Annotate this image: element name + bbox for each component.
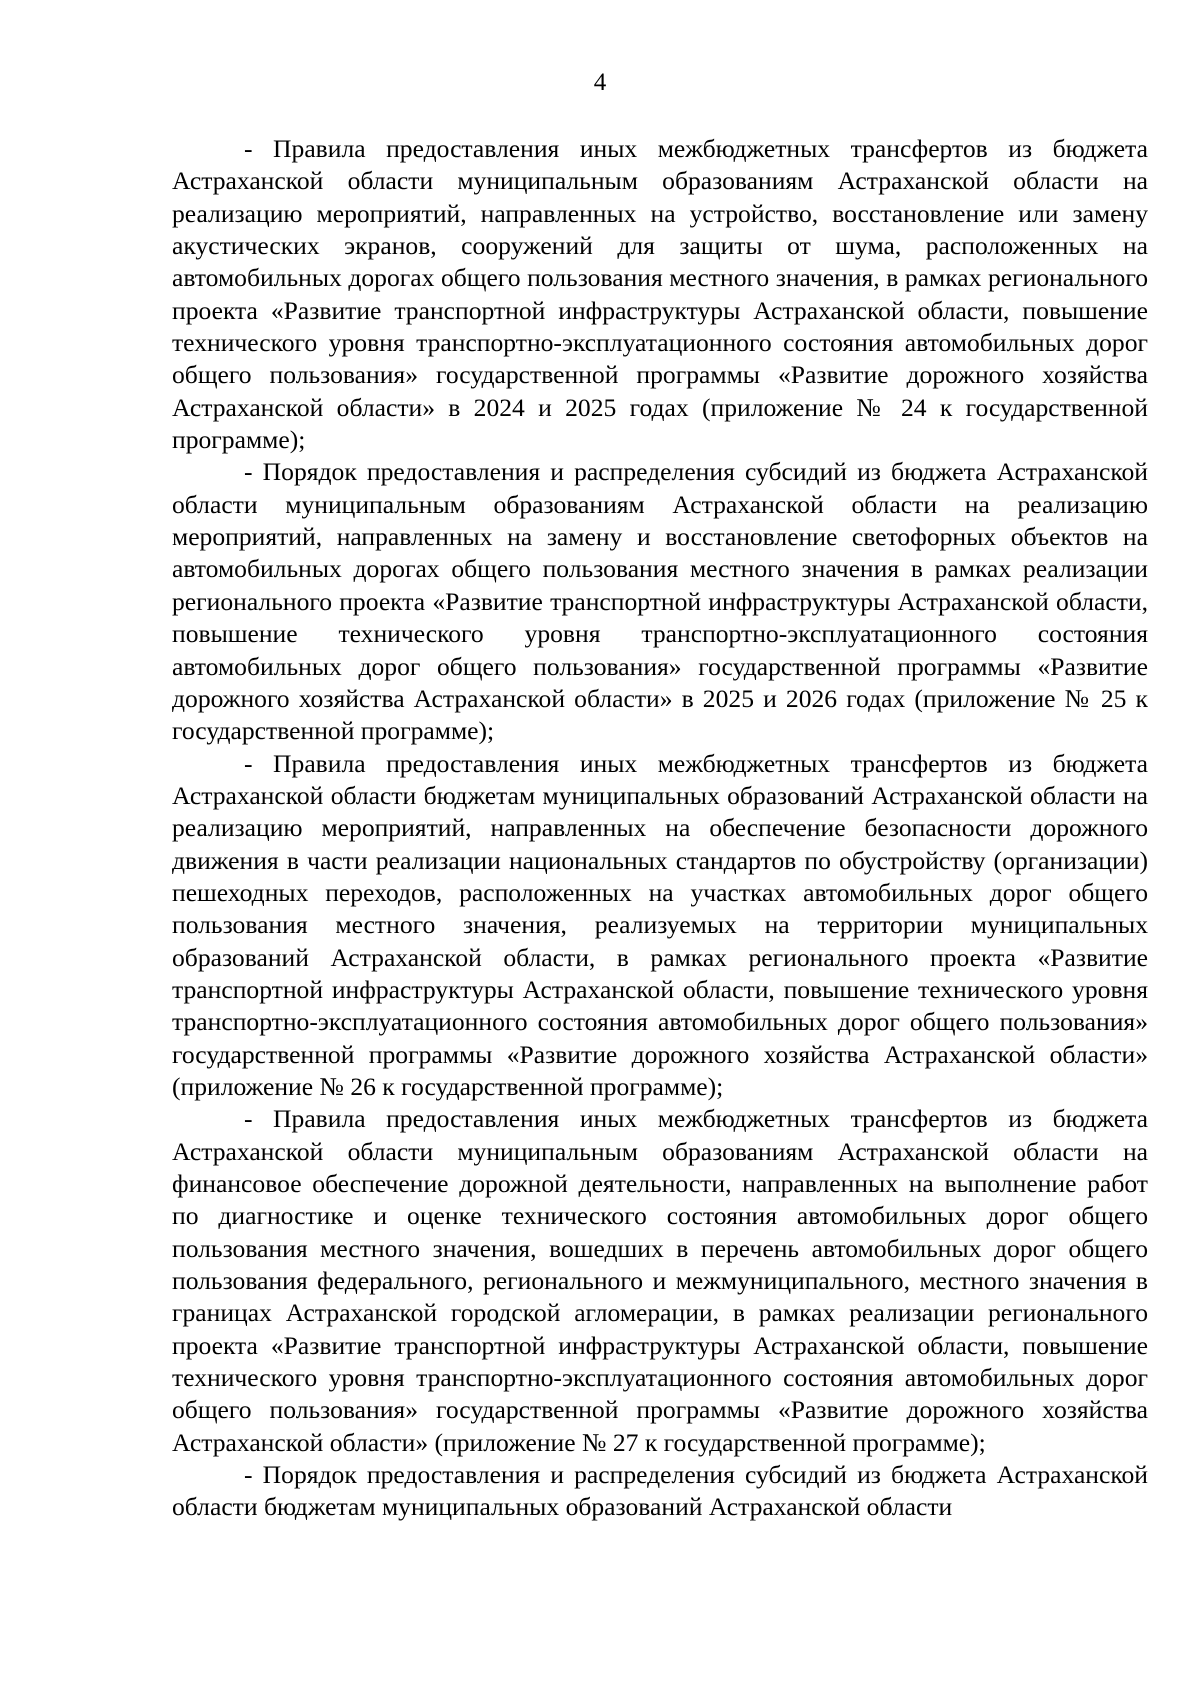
paragraph-appendix-26: - Правила предоставления иных межбюджетных трансфертов из бюджета Астраханской области бюджетам муниципальных образований Астраханской области на реализацию мероприятий, направленных на обеспечение безопасности дорожного движения в части реализации национальных стандартов по обустройству (организации) пешеходных переходов, расположенных на участках автомобильных дорог общего пользования местного значения, реализуемых на территории муниципальных образований Астраханской области, в рамках регионального проекта «Развитие транспортной инфраструктуры Астраханской области, повышение технического уровня транспортно-эксплуатационного состояния автомобильных дорог общего пользования» государственной программы «Развитие дорожного хозяйства Астраханской области» (приложение № 26 к государственной программе); xyxy=(172,748,1148,1101)
page-number: 4 xyxy=(593,69,607,96)
paragraph-appendix-25: - Порядок предоставления и распределения субсидий из бюджета Астраханской области муниципальным образованиям Астраханской области на реализацию мероприятий, направленных на замену и восстановление светофорных объектов на автомобильных дорогах общего пользования местного значения в рамках реализации регионального проекта «Развитие транспортной инфраструктуры Астраханской области, повышение технического уровня транспортно-эксплуатационного состояния автомобильных дорог общего пользования» государственной программы «Развитие дорожного хозяйства Астраханской области» в 2025 и 2026 годах (приложение № 25 к государственной программе); xyxy=(172,457,1148,746)
paragraph-subsidies-continued: - Порядок предоставления и распределения субсидий из бюджета Астраханской области бюджетам муниципальных образований Астраханской области xyxy=(172,1460,1148,1522)
paragraph-appendix-27: - Правила предоставления иных межбюджетных трансфертов из бюджета Астраханской области муниципальным образованиям Астраханской области на финансовое обеспечение дорожной деятельности, направленных на выполнение работ по диагностике и оценке технического состояния автомобильных дорог общего пользования местного значения, вошедших в перечень автомобильных дорог общего пользования федерального, регионального и межмуниципального, местного значения в границах Астраханской городской агломерации, в рамках реализации регионального проекта «Развитие транспортной инфраструктуры Астраханской области, повышение технического уровня транспортно-эксплуатационного состояния автомобильных дорог общего пользования» государственной программы «Развитие дорожного хозяйства Астраханской области» (приложение № 27 к государственной программе); xyxy=(172,1104,1148,1457)
paragraph-appendix-24: - Правила предоставления иных межбюджетных трансфертов из бюджета Астраханской области муниципальным образованиям Астраханской области на реализацию мероприятий, направленных на устройство, восстановление или замену акустических экранов, сооружений для защиты от шума, расположенных на автомобильных дорогах общего пользования местного значения, в рамках регионального проекта «Развитие транспортной инфраструктуры Астраханской области, повышение технического уровня транспортно-эксплуатационного состояния автомобильных дорог общего пользования» государственной программы «Развитие дорожного хозяйства Астраханской области» в 2024 и 2025 годах (приложение № 24 к государственной программе); xyxy=(172,134,1148,455)
document-body xyxy=(172,133,1148,1524)
